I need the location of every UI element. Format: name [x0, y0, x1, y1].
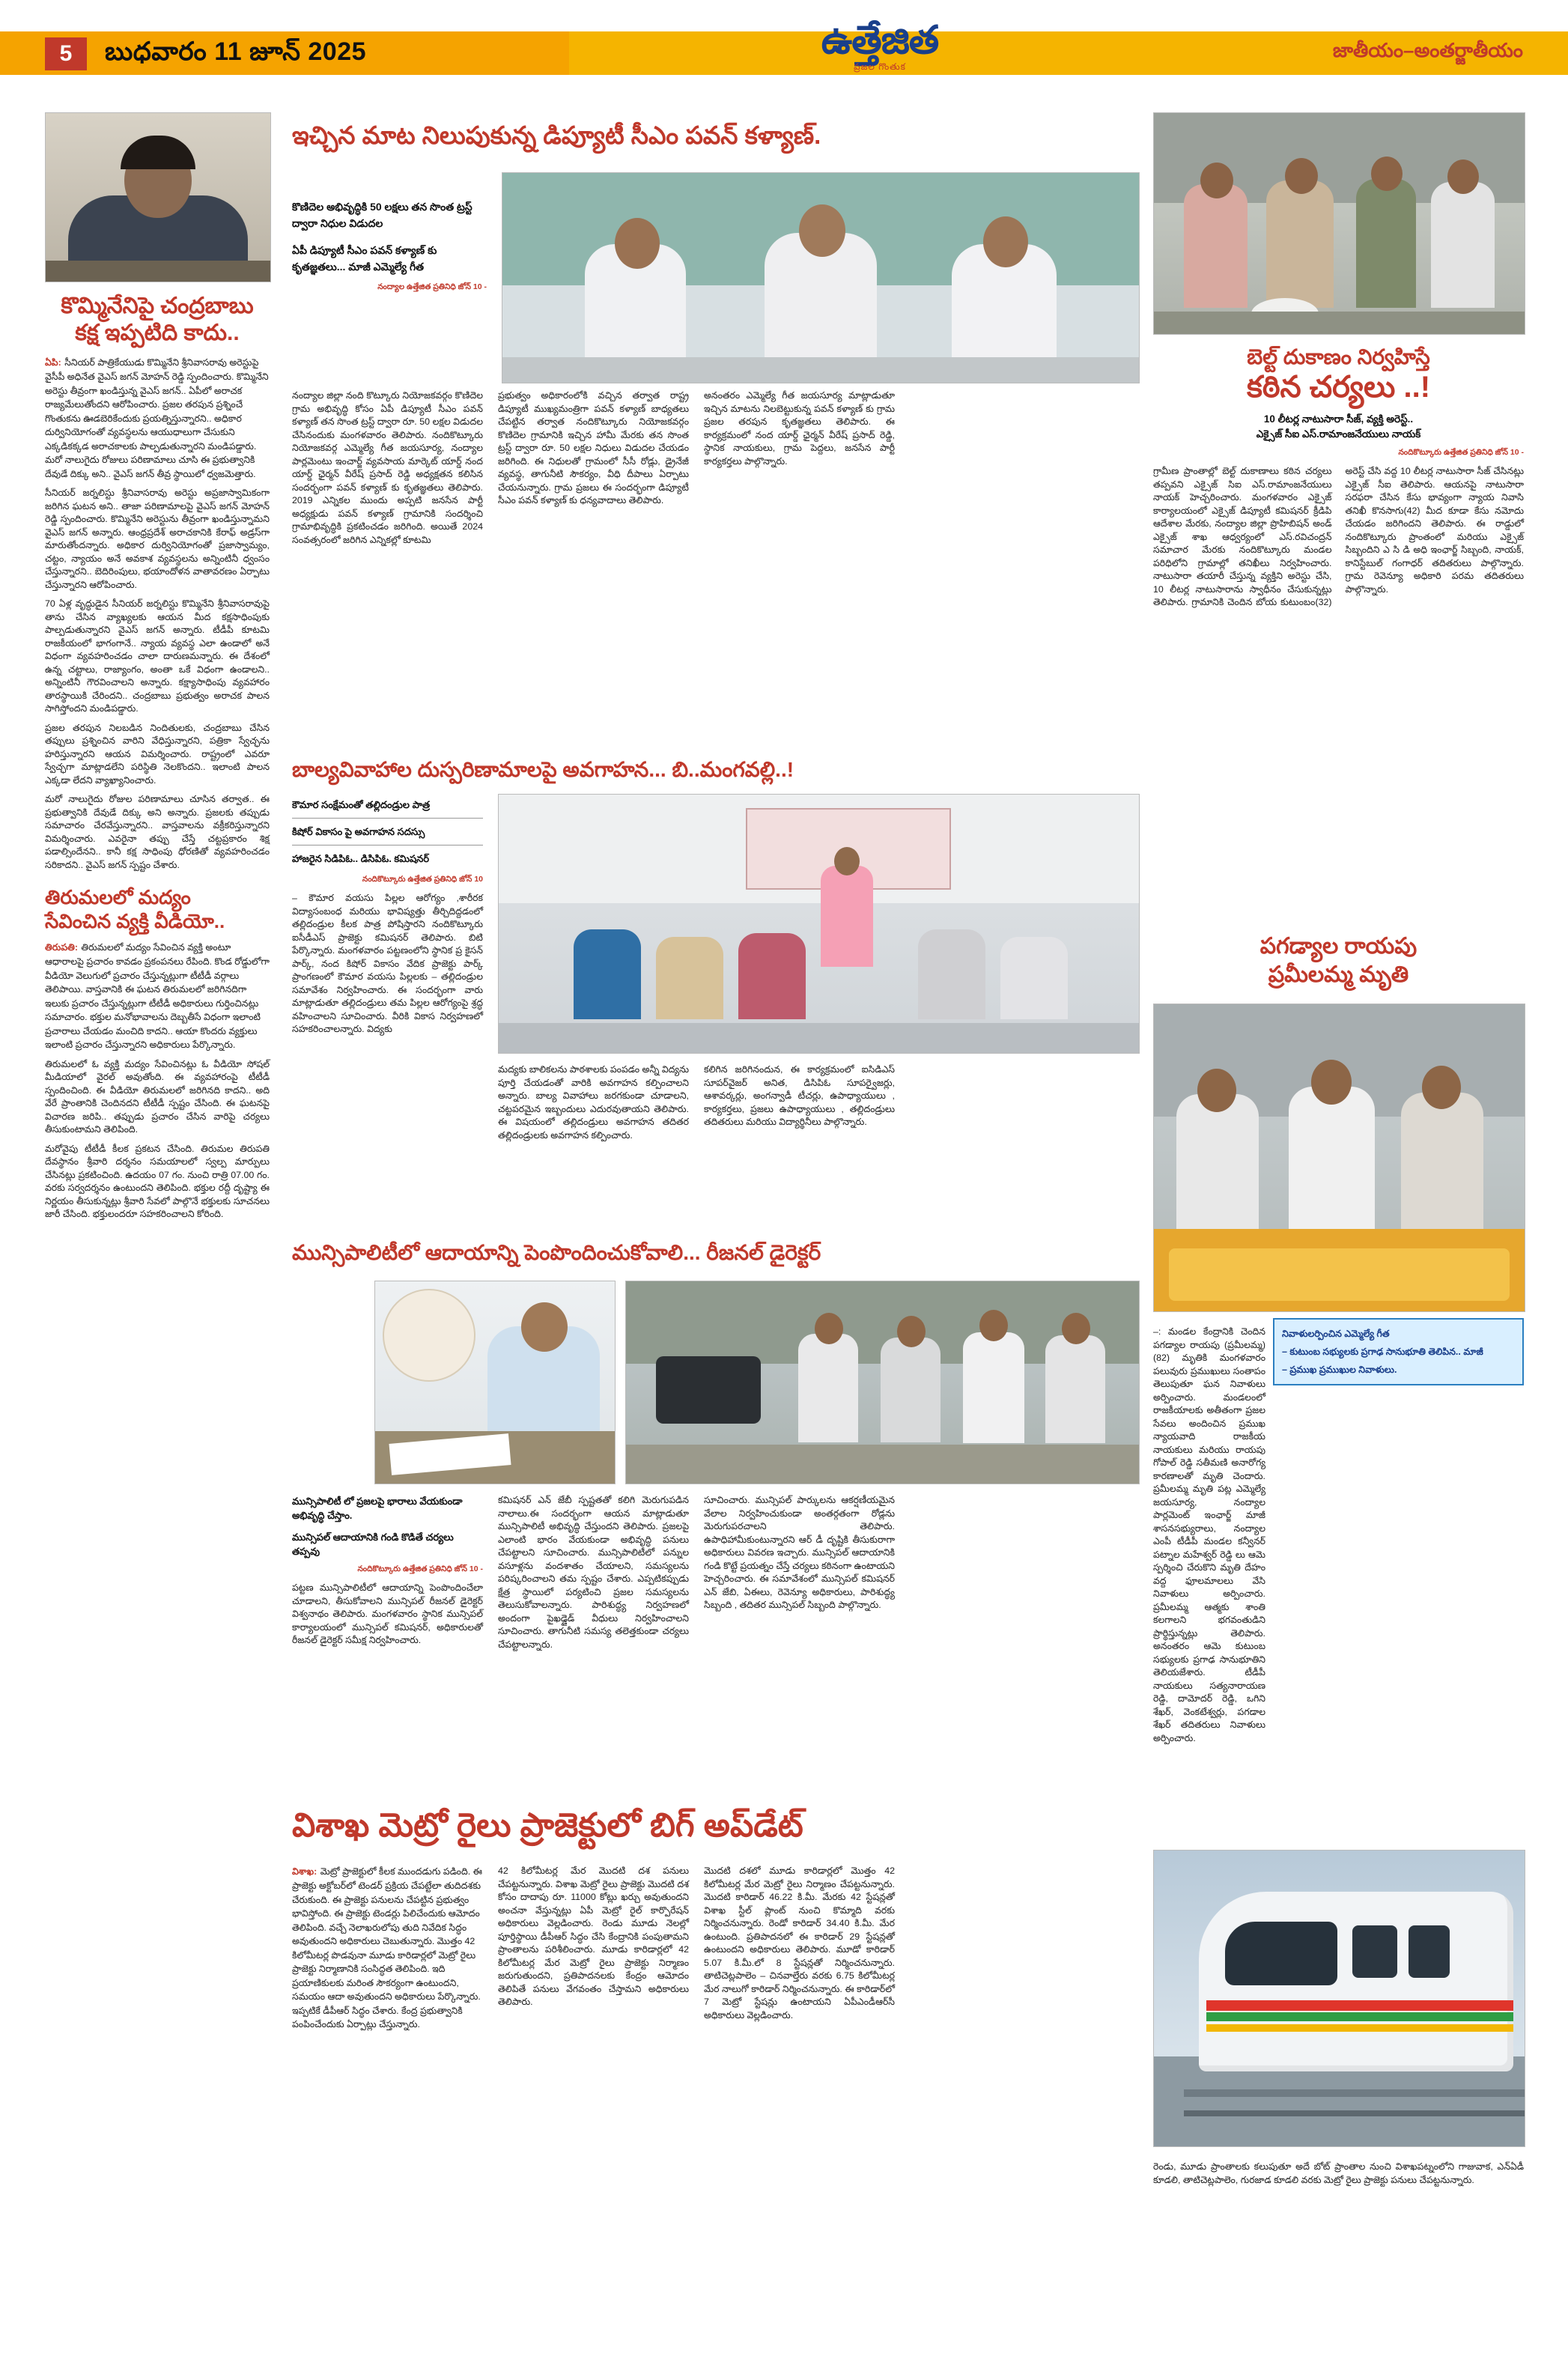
story-child-col3: [704, 1063, 895, 1129]
body-pawan-3: అనంతరం ఎమ్మెల్యే గీత జయసూర్య మాట్లాడుతూ ఇచ్చిన మాటను నిలబెట్టుకున్న పవన్ కళ్యాణ్ కు గ్రామ ప్రజల తరపున కృతజ్ఞతలు తెలిపారు. ఈ కార్యక్రమంలో నంద యార్డ్ ఛైర్మన్ వీరేష్ ప్రసాద్ రెడ్డి, స్థానిక నాయకులు, గ్రామ పెద్దలు, జనసేన పార్టీ కార్యకర్తలు పాల్గొన్నారు.: [704, 390, 895, 467]
credit-municipal: నందికొట్కూరు ఉత్తేజిత ప్రతినిధి జోన్ 10 -: [357, 1564, 483, 1573]
left-column: [45, 112, 270, 1221]
story-child-col2: [498, 1063, 689, 1142]
photo-pawan-meeting: [502, 172, 1140, 383]
lead-in-ap: ఏపి:: [45, 357, 61, 368]
story-municipal-col3: [704, 1494, 895, 1612]
story-child: [292, 756, 1138, 783]
bullet-child-1: కౌమార సంక్షేమంతో తల్లిదండ్రుల పాత్ర: [292, 799, 431, 810]
story-pawan-col3: [704, 389, 895, 468]
body-pawan-1: నంద్యాల జిల్లా నంది కొట్కూరు నియోజకవర్గం కొణిదెల గ్రామ అభివృద్ధి కోసం ఏపీ డిప్యూటీ సీఎం పవన్ కళ్యాణ్ తన సొంత ట్రస్ట్ ద్వారా రూ. 50 లక్షల విడుదల చేసినందుకు మంగళవారం తెలిపారు. నందికొట్కూరు నియోజకవర్గ ఎమ్మెల్యే గీత జయసూర్య, నంద్యాల పార్లమెంటు ఇంచార్జ్ వ్యవసాయ మార్కెట్ యార్డ్ నంద యార్డ్ ఛైర్మన్ వీరేష్ ప్రసాద్ రెడ్డి అధ్యక్షతన కలిసిన సందర్భంగా పవన్ కళ్యాణ్ కు కృతజ్ఞతలు తెలిపారు. 2019 ఎన్నికల ముందు అప్పటి జనసేన పార్టీ అధ్యక్షుడు పవన్ కళ్యాణ్ గ్రామానికి సందర్శించి గ్రామాభివృద్ధికి ప్రకటించడం జరిగింది. అయితే 2024 సంవత్సరంలో జరిగిన ఎన్నికల్లో కూటమి: [292, 390, 483, 545]
credit-pawan: నంద్యాల ఉత్తేజిత ప్రతినిధి జోన్ 10 -: [377, 282, 487, 291]
headline-child: బాల్యవివాహాల దుస్పరిణామాలపై అవగాహన... బి..మంగవల్లి..!: [292, 758, 794, 781]
metro-photo-caption: [1153, 2161, 1524, 2187]
story-metro-col2: [498, 1865, 689, 2009]
masthead-date: బుధవారం 11 జూన్ 2025: [105, 37, 367, 66]
headline-obituary-2: ప్రమీలమ్మ మృతి: [1268, 962, 1409, 987]
story-child-bullets: [292, 798, 483, 1036]
photo-obituary-tribute: [1153, 1004, 1525, 1312]
bullet-municipal-1: మున్సిపాలిటీ లో ప్రజలపై భారాలు వేయకుండా అభివృద్ధి చేస్తాం.: [292, 1496, 463, 1521]
page-number: 5: [45, 37, 87, 70]
body-metro-3: మొదటి దశలో మూడు కారిడార్లలో మొత్తం 42 కిలోమీటర్ల మేర మెట్రో రైలు నిర్మాణం చేపట్టనున్నారు. మొదటి కారిడార్ 46.22 కి.మీ. మేరకు 42 స్టేషన్లతో విశాఖ స్టీల్ ప్లాంట్ నుంచి కొమ్మాది వరకు నిర్మించనున్నారు. రెండో కారిడార్ 34.40 కి.మీ. మేర ఉంటుంది. ప్రతిపాదనలో ఈ కారిడార్ 29 స్టేషన్లతో ఉంటుందని అధికారులు తెలిపారు. మూడో కారిడార్ 5.07 కి.మీ.లో 8 స్టేషన్లతో నిర్మించనున్నారు. తాటిచెట్లపాలెం – చినవాల్తేరు వరకు 6.75 కిలోమీటర్ల మేర నాలుగో కారిడార్ నిర్మించనున్నారు. ఈ కారిడార్‌లో 7 మెట్రో స్టేషన్లు ఉంటాయని ఏపీఎండీఆర్‌సీ అధికారులు వెల్లడించారు.: [704, 1865, 895, 2021]
headline-chandrababu-2: కక్ష ఇప్పటిది కాదు..: [75, 321, 240, 345]
bullet-municipal-2: మున్సిపల్ ఆదాయానికి గండి కొడితే చర్యలు తప్పవు: [292, 1531, 454, 1557]
logo-subtitle: ప్రజల గొంతుక: [854, 61, 906, 72]
body-paragraph-5: మరో నాలుగైదు రోజుల పరిణామాలు చూసిన తర్వాత.. ఈ ప్రభుత్వానికి దేవుడే దిక్కు అని అన్నారు. ప్రజలకు తప్పుడు సమాచారం చేరవేస్తున్నారని.. వాస్తవాలను వక్రీకరిస్తున్నారని విమర్శించారు. ఎవరైనా తప్పు చేస్తే చట్టప్రకారం శిక్ష పడాల్సిందేనని.. కానీ కక్ష సాధింపు ధోరణితో వ్యవహరించడం సరికాదని.. వైఎస్ జగన్ స్పష్టం చేశారు.: [45, 794, 270, 870]
headline-chandrababu-1: కొమ్మినేనిపై చంద్రబాబు: [61, 294, 254, 318]
headline-tirumala-1: తిరుమలలో మద్యం: [45, 886, 191, 908]
body-paragraph-6: తిరుమలలో మద్యం సేవించిన వ్యక్తి అంటూ ఆధారాలపై ప్రచారం కావడం ప్రకంపనలు రేపింది. కొండ రోడ్డులోగా వీడియో వెలుగులో ప్రచారం చేస్తున్నట్లుగా టీటీడీ వర్గాలు తెలిపాయి. వాస్తవానికి ఈ ఘటన తిరుమలలో జరిగినదిగా ఇలుకు ప్రచారం చేస్తున్నట్లుగా టీటీడీ అధికారులు గుర్తించినట్లు సమాచారం. భక్తుల మనోభావాలను దెబ్బతీసే విధంగా ఇలాంటి ప్రచారాలు చేయడం మంచిది కాదని.. ఆయా కొందరు వ్యక్తులు ఇలాంటి ప్రచారం చేస్తున్నారని అధికారులు పేర్కొన్నారు.: [45, 942, 270, 1050]
story-obituary: [1153, 932, 1524, 989]
photo-metro-train: [1153, 1850, 1525, 2147]
bullet-1: కొణిదెల అభివృద్ధికి 50 లక్షలు తన సొంత ట్రస్ట్ ద్వారా నిధుల విడుదల: [292, 201, 472, 229]
credit-belt: నందికొట్కూరు ఉత్తేజిత ప్రతినిధి జోన్ 10 -: [1398, 448, 1524, 457]
body-obituary-1: –: మండల కేంద్రానికి చెందిన పగడ్యాల రాయపు (ప్రమీలమ్మ) (82) మృతికి మంగళవారం పలువురు ప్రముఖులు సంతాపం తెలుపుతూ ఘన నివాళులు అర్పించారు. మండలంలో రాజకీయాలకు అతీతంగా ప్రజల సేవలు అందించిన ప్రముఖ న్యాయవాది రాజకీయ నాయకులు మరియు రాయపు గోపాల్ రెడ్డి సతీమణి అనారోగ్య కారణాలతో మృతి చెందారు. ప్రమీలమ్మ మృతి పట్ల ఎమ్మెల్యే జయసూర్య, నంద్యాల పార్లమెంట్ ఇంఛార్జ్ మాజీ శాసనసభ్యురాలు, నంద్యాల ఎంపీ టీడీపీ మండల కన్వీనర్ పట్నాల మహేశ్వర్ రెడ్డి లు ఆమె స్పర్శించి చేరుకొని మృతి దేహం వద్ద ఫూలమాలలు వేసి నివాళులు అర్పించారు. ప్రమీలమ్మ ఆత్మకు శాంతి కలగాలని భగవంతుడిని ప్రార్థిస్తున్నట్లు తెలిపారు. అనంతరం ఆమె కుటుంబ సభ్యులకు ప్రగాఢ సానుభూతిని తెలియజేశారు. టీడీపీ నాయకులు సత్యనారాయణ రెడ్డి, దామోదర్ రెడ్డి, ఒగిని శేఖర్, వెంకటేశ్వర్లు, పగడాల శేఖర్ తదితరులు నివాళులు అర్పించారు.: [1153, 1326, 1265, 1743]
body-pawan-2: ప్రభుత్వం అధికారంలోకి వచ్చిన తర్వాత రాష్ట్ర డిప్యూటీ ముఖ్యమంత్రిగా పవన్ కళ్యాణ్ బాధ్యతలు చేపట్టిన తర్వాత నందికొట్కూరు నియోజకవర్గం కొణిదెల గ్రామానికి ఇచ్చిన హామీ మేరకు తన సొంత ట్రస్ట్ ద్వారా రూ. 50 లక్షల నిధులు విడుదల చేయడం జరిగింది. ఈ నిధులతో గ్రామంలో సీసీ రోడ్లు, డ్రైనేజీ వ్యవస్థ, తాగునీటి సౌకర్యం, వీధి దీపాలు ఏర్పాటు చేయనున్నారు. గ్రామ ప్రజలు ఈ సందర్భంగా డిప్యూటీ సీఎం పవన్ కళ్యాణ్ కు ధన్యవాదాలు తెలిపారు.: [498, 390, 689, 506]
body-paragraph-8: మరోవైపు టీటీడీ కీలక ప్రకటన చేసింది. తిరుమల తిరుపతి దేవస్థానం శ్రీవారి దర్శనం సమయాలలో స్వల్ప మార్పులు చేసినట్లు ప్రకటించింది. ఉదయం 07 గం. నుంచి రాత్రి 07.00 గం. వరకు సర్వదర్శనం ఉంటుందని తెలిపింది. భక్తుల రద్దీ దృష్ట్యా ఈ నిర్ణయం తీసుకున్నట్లు శ్రీవారి సేవలో పాల్గొనే భక్తులకు సూచనలు జారీ చేసింది. భక్తులందరూ సహకరించాలని కోరింది.: [45, 1143, 270, 1219]
photo-belt-raid: [1153, 112, 1525, 335]
story-metro: [292, 1805, 1520, 1847]
photo-awareness-meeting: [498, 794, 1140, 1054]
story-obituary-col1: [1153, 1326, 1265, 1745]
obituary-caption-3: – ప్రముఖ ప్రముఖుల నివాళులు.: [1282, 1364, 1397, 1375]
body-municipal-2: కమిషనర్ ఎన్ జేబీ స్పష్టతతో కలిగి మెరుగుపడిన నాలాలు.ఈ సందర్భంగా ఆయన మాట్లాడుతూ మున్సిపాలిటీ అభివృద్ధి చేస్తుందని తెలిపారు. ప్రజలపై ఎలాంటి భారం వేయకుండా అభివృద్ధి పనులు చేపట్టాలని సూచించారు. మున్సిపాలిటీలో పన్నుల వసూళ్లను వందశాతం చేయాలని, సమస్యలను పరిష్కరించాలని తమ స్పష్టం చేశారు. ఎప్పటికప్పుడు క్షేత్ర స్థాయిలో పర్యటించి ప్రజల సమస్యలను తెలుసుకోవాలన్నారు. పారిశుద్ధ్య నిర్వహణలో అందంగా పైఖడ్డైడ్ వీధులు నిర్వహించాలని సూచించారు. తాగునీటి సమస్య తలెత్తకుండా చర్యలు చేపట్టాలన్నారు.: [498, 1495, 689, 1650]
story-pawan: [292, 120, 1138, 151]
body-child-1: – కౌమార వయసు పిల్లల ఆరోగ్యం ,శారీరక విద్యాసంబంధ మరియు భావిష్యత్తు తీర్చిదిద్దడంలో తల్లిదండ్రుల కీలక పాత్ర పోషిస్తారని నందికొట్కూరు ఐసీడీఎస్ ప్రాజెక్టు కమిషనర్ తెలిపారు. బిటి పేర్కొన్నారు. మంగళవారం పట్టణంలోని స్థానిక ప్ర కైసన్ పార్క్, నంద కిషోర్ వికాసం వేదిక ప్రాజెక్టు పార్క్ ప్రాంగణంలో కౌమార వయసు పిల్లలకు – తల్లిదండ్రుల సమావేశం నిర్వహించారు. ఈ సందర్భంగా వారు మాట్లాడుతూ తల్లిదండ్రులు తమ పిల్లల ఆరోగ్యంపై శ్రద్ధ వహించాలని సూచించారు. వీరికి వికాస నిర్వహణలో సహకరించాలన్నారు. విద్యకు: [292, 893, 483, 1034]
body-paragraph-3: 70 ఏళ్ల వృద్ధుడైన సీనియర్ జర్నలిస్టు కొమ్మినేని శ్రీనివాసరావుపై తాను చేసిన వ్యాఖ్యలకు ఆయన మీద కక్షసాధింపుకు పాల్పడుతున్నారని వైఎస్ జగన్ అన్నారు. టీడీపీ కూటమి రాజకీయంలో భాగంగానే.. న్యాయ వ్యవస్థ ఎలా ఉండాలో అనే విధంగా వ్యవహరించడం చాలా దారుణమన్నారు. ఈ దేశంలో ఉన్న చట్టాలు, రాజ్యాంగం, అంతా ఒకే విధంగా ఉండాలని.. అన్నింటినీ గౌరవించాలని అన్నారు. కక్ష్యాసాధింపు వ్యవహారం తారస్థాయికి చేరిందని.. చంద్రబాబు ప్రభుత్వం అరాచక పాలన సాగిస్తోందని మండిపడ్డారు.: [45, 598, 270, 714]
masthead-section-label: జాతీయం–అంతర్జాతీయం: [1332, 39, 1523, 61]
caption-metro: రెండు, మూడు ప్రాంతాలకు కలుపుతూ అదే బోట్ ప్రాంతాల నుంచి విశాఖపట్నంలోని గాజువాక, ఎన్ఏడీ కూడలి, తాటిచెట్లపాలెం, గురజాడ కూడలి వరకు మెట్రో రైలు ప్రాజెక్టు పనులు చేపట్టనున్నారు.: [1153, 2161, 1524, 2185]
obituary-caption-box: [1273, 1318, 1524, 1385]
story-pawan-col1: [292, 389, 483, 547]
body-paragraph-4: ప్రజల తరపున నిలబడిన నిందితులకు, చంద్రబాబు చేసిన తప్పులు ప్రశ్నించిన వారిని వేధిస్తున్నారని, పత్రికా స్వేచ్ఛను హరిస్తున్నారని ఆయన విమర్శించారు. రాష్ట్రంలో ఎవరూ స్వేచ్ఛగా మాట్లాడలేని పరిస్థితి నెలకొందని.. ఇలాంటి పాలన ఎక్కడా లేదని వ్యాఖ్యానించారు.: [45, 722, 270, 786]
obituary-caption-2: – కుటుంబ సభ్యులకు ప్రగాఢ సానుభూతి తెలిపిన.. మాజీ: [1282, 1347, 1483, 1357]
headline-pawan: ఇచ్చిన మాట నిలుపుకున్న డిప్యూటీ సీఎం పవన్ కళ్యాణ్.: [292, 121, 821, 149]
story-municipal-col2: [498, 1494, 689, 1651]
bullet-child-2: కిషోర్ వికాసం పై అవగాహన సదస్సు: [292, 826, 425, 837]
lead-in-tirupati: తిరుపతి:: [45, 942, 78, 953]
body-paragraph-2: సీనియర్ జర్నలిస్టు శ్రీనివాసరావు అరెస్టు అప్రజాస్వామికంగా జరిగిన ఘటన అని.. తాజా పరిణామాలపై వైఎస్ జగన్ మోహన్ రెడ్డి స్పందించారు. కొమ్మినేని అరెస్టును తీవ్రంగా ఖండిస్తున్నామని వైఎస్ జగన్ అన్నారు. ఆంధ్రప్రదేశ్ అరాచకానికి కేరాఫ్ అడ్రస్‌గా మారుతోందన్నారు. అధికార దుర్వినియోగంతో ప్రజాస్వామ్యం, చట్టం, న్యాయం అనే అవకాశ వ్యవస్థలను అన్నింటినీ ధ్వంసం చేస్తున్నారని.. బెదిరింపులు, భయాందోళన వాతావరణం ఏర్పాటు చేస్తున్నారని ఆరోపించారు.: [45, 488, 270, 590]
credit-child: నందికొట్కూరు ఉత్తేజిత ప్రతినిధి జోన్ 10: [362, 875, 483, 884]
photo-plantation: [625, 1281, 1140, 1484]
newspaper-logo: [756, 19, 1003, 84]
bullet-2: ఏపీ డిప్యూటీ సీఎం పవన్ కళ్యాణ్ కు కృతజ్ఞతలు... మాజీ ఎమ్మెల్యే గీత: [292, 244, 437, 273]
story-metro-col3: [704, 1865, 895, 2022]
body-metro-1: మెట్రో ప్రాజెక్టులో కీలక ముందడుగు పడింది. ఈ ప్రాజెక్టు అక్టోబర్‌లో టెండర్ ప్రక్రియ చేపట్టేలా తుదిదశకు చేరుకుంది. ఈ ప్రాజెక్టు పనులను చేపట్టిన ప్రభుత్వం భావిస్తోంది. ఈ ప్రాజెక్టు టెండర్లు పిలిచేందుకు ఆమోదం తెలిపింది. వచ్చే నెలాఖరులోపు తుది నివేదిక సిద్ధం అవుతుందని అధికారులు చెబుతున్నారు. మొత్తం 42 కిలోమీటర్ల పొడవునా మూడు కారిడార్లలో మెట్రో రైలు ప్రాజెక్టు నిర్మాణానికి సంసిద్ధత తెలిపింది. ఇది ప్రయాణికులకు మరింత సౌకర్యంగా ఉంటుందని, సమయం ఆదా అవుతుందని అధికారులు పేర్కొన్నారు. ఇప్పటికే డీపీఆర్ సిద్ధం చేశారు. కేంద్ర ప్రభుత్వానికి పంపించేందుకు ఏర్పాట్లు చేస్తున్నారు.: [292, 1866, 482, 2029]
body-municipal-3: సూచించారు. మున్సిపల్ పార్కులను ఆకర్షణీయమైన వేలాల నిర్వహించుకుండా అంతర్గతంగా రోడ్లను మెరుగుపరచాలని తెలిపారు. ఉపాధిహామీకుంటున్నారని ఆర్ డీ దృష్టికి తీసుకురాగా అధికారులు వివరణ ఇచ్చారు. మున్సిపల్ ఆదాయానికి గండి కొట్టే ప్రయత్నం చేస్తే చర్యలు కఠినంగా ఉంటాయని హెచ్చరించారు. ఈ సమావేశంలో మున్సిపల్ కమిషనర్ ఎన్ జేబి, ఏఈలు, రెవెన్యూ అధికారులు, పారిశుద్ధ్య సిబ్బంది , తదితర మున్సిపల్ సిబ్బంది పాల్గొన్నారు.: [704, 1495, 895, 1610]
headline-municipal: మున్సిపాలిటీలో ఆదాయాన్ని పెంపొందించుకోవాలి... రీజనల్ డైరెక్టర్: [292, 1241, 821, 1264]
body-metro-2: 42 కిలోమీటర్ల మేర మొదటి దశ పనులు చేపట్టనున్నారు. విశాఖ మెట్రో రైలు ప్రాజెక్టు మొదటి దశ కోసం దాదాపు రూ. 11000 కోట్లు ఖర్చు అవుతుందని అంచనా వేస్తున్నట్లు ఏపీ మెట్రో రైల్ కార్పొరేషన్ అధికారులు వెల్లడించారు. రెండు మూడు నెలల్లో పూర్తిస్థాయి డీపీఆర్ సిద్ధం చేసి కేంద్రానికి పంపుతామని ప్రాంతాలను పరిశీలించారు. మూడు కారిడార్లలో 42 కిలోమీటర్ల మేర మెట్రో రైలు ప్రాజెక్టు నిర్మాణం జరుగుతుందని, ప్రతిపాదనలకు కేంద్రం ఆమోదం తెలిపితే పనులు వేగవంతం చేస్తామని అధికారులు తెలిపారు.: [498, 1865, 689, 2007]
headline-tirumala-2: సేవించిన వ్యక్తి వీడియో..: [45, 910, 225, 932]
body-belt: గ్రామీణ ప్రాంతాల్లో బెల్ట్ దుకాణాలు కఠిన చర్యలు తప్పవని ఎక్సైజ్ సిఐ ఎస్.రామాంజనేయులు నాయక్ హెచ్చరించారు. మంగళవారం ఎక్సైజ్ కార్యాలయంలో ఎక్సైజ్ డిప్యూటీ కమిషనర్ క్రీడిపి ఆదేశాల మేరకు, నంద్యాల జిల్లా ప్రొహిబిషన్ అండ్ ఎక్సైజ్ శాఖ ఆధ్వర్యంలో ఎస్.రవిచంద్రన్ సమాచార మేరకు నందికొట్కూరు మండల పరిధిలోని గ్రామాల్లో తనిఖీలు నిర్వహించారు. నాటుసారా తయారీ చేస్తున్న వ్యక్తిని అరెస్టు చేసి, 10 లీటర్ల నాటుసారాను స్వాధీనం చేసుకున్నట్లు తెలిపారు. గ్రామానికి చెందిన బోయ కుటుంబం(32) అరెస్ట్ చేసి వద్ద 10 లీటర్ల నాటుసారా సీజ్ చేసినట్లు ఎక్సైజ్ సీఐ తెలిపారు. ఆయనపై నాటుసారా సరఫరా చేసిన కేసు భావ్యంగా న్యాయ నివాసి తనిఖీ కొనసాగు(42) మీద కూడా కేసు నమోదు చేయడం జరిగిందని తెలిపారు. ఈ రాడ్డులో నందికొట్కూరు ప్రాంతంలో మరియు ఎక్సైజ్ సిబ్బందిని ఎ సి డి అధి ఇంఛార్జ్ సిబ్బంది, నాయక్, కానిస్టేబుల్ గంగాధర్ తదితరులు పాల్గొన్నారు. గ్రామ రెవెన్యూ అధికారి పరమ తదితరులు పాల్గొన్నారు.: [1153, 466, 1524, 607]
bullet-belt-2: ఎక్సైజ్ సీఐ ఎస్.రామాంజనేయులు నాయక్: [1256, 428, 1421, 440]
bullet-child-3: హాజరైన సిడిపిఓ.. డిసిపిఓ. కమిషనర్: [292, 853, 430, 864]
story-municipal-bullets: [292, 1494, 483, 1648]
body-paragraph-1: సీనియర్ పాత్రికేయుడు కొమ్మినేని శ్రీనివాసరావు అరెస్టుపై వైసీపీ అధినేత వైఎస్ జగన్ మోహన్ రెడ్డి స్పందించారు. కొమ్మినేని అరెస్టు తీవ్రంగా ఖండిస్తున్న వైఎస్ జగన్.. ఏపీలో అరాచక రాజ్యమేలుతోందని ఆరోపించారు. ప్రజల తరపున ప్రశ్నించే గొంతుకను ఊడబెరికేందుకు ప్రయత్నిస్తున్నారని.. అధికార దుర్వినియోగంతో వ్యవస్థలను ఆయుధాలుగా చేసుకుని ఎక్కడికక్కడ అరాచకాలకు పాల్పడుతున్నారని మండిపడ్డారు. మరో నాలుగైదు రోజులు పరిణామాలు చూసి ఈ ప్రభుత్వానికి దేవుడే దిక్కు అని.. వైఎస్ జగన్ తీవ్ర స్థాయిలో ధ్వజమెత్తారు.: [45, 357, 269, 479]
headline-obituary-1: పగడ్యాల రాయపు: [1259, 934, 1417, 959]
photo-jagan: [45, 112, 271, 282]
lead-in-vizag: విశాఖ:: [292, 1866, 317, 1877]
body-municipal-1: పట్టణ మున్సిపాలిటీలో ఆదాయాన్ని పెంపొందించేలా చూడాలని, తీసుకోవాలని మున్సిపల్ రీజనల్ డైరెక్టర్ విశ్వనాథం తెలిపారు. మంగళవారం స్థానిక మున్సిపల్ కార్యాలయంలో మున్సిపల్ కమిషనర్, అధికారులతో రీజనల్ డైరెక్టర్ సమీక్ష నిర్వహించారు.: [292, 1582, 483, 1645]
photo-regional-director: [374, 1281, 616, 1484]
body-child-3: కలిగిన జరిగినందున, ఈ కార్యక్రమంలో ఐసిడిఎస్ సూపర్‌వైజర్ అనిత, డిసిపిఓ సూపర్వైజర్లు, ఆశావర్కర్లు, అంగన్వాడీ టీచర్లు, ఉపాధ్యాయులు , కార్యకర్తలు, ప్రజలు ఉపాధ్యాయులు , తల్లిదండ్రులు తదితరులు మరియు విద్యార్థినీలు పాల్గొన్నారు.: [704, 1064, 895, 1127]
story-belt: [1153, 344, 1524, 610]
body-paragraph-7: తిరుమలలో ఓ వ్యక్తి మద్యం సేవించినట్లు ఓ వీడియో సోషల్ మీడియాలో వైరల్ అవుతోంది. ఈ వ్యవహారంపై టీటీడీ స్పందించింది. ఈ వీడియో తిరుమలలో జరిగినది కాదని.. అది వేరే ప్రాంతానికి చెందినదని టీటీడీ స్పష్టం చేసింది. ఈ ఘటనపై విచారణ జరిపి.. తప్పుడు ప్రచారం చేసిన వారిపై చర్యలు తీసుకుంటామని తెలిపింది.: [45, 1058, 270, 1135]
obituary-caption-1: నివాళులర్పించిన ఎమ్మెల్యే గీత: [1282, 1329, 1390, 1339]
headline-metro: విశాఖ మెట్రో రైలు ప్రాజెక్టులో బిగ్ అప్‌డేట్: [292, 1807, 803, 1844]
story-pawan-bullets: [292, 169, 487, 294]
headline-belt-2: కఠిన చర్యలు ..!: [1246, 371, 1431, 404]
logo-title: ఉత్తేజిత: [821, 19, 939, 62]
bullet-belt-1: 10 లీటర్ల నాటుసారా సీజ్, వ్యక్తి అరెస్ట్..: [1263, 413, 1414, 425]
story-municipal: [292, 1239, 1138, 1266]
body-child-2: మద్యకు బాలికలను పాఠశాలకు పంపడం అన్నీ విద్యను పూర్తి చేయడంతో వారికి అవగాహన కల్పించాలని అన్నారు. బాల్య వివాహాలు జరగకుండా చూడాలని, చట్టపరమైన ఇబ్బందులు ఎదురవుతాయని తెలిపారు. ఈ విషయంలో తల్లిదండ్రులు అవగాహన తదితర తల్లిదండ్రులకు అవగాహన కల్పించారు.: [498, 1064, 689, 1141]
headline-belt-1: బెల్ట్ దుకాణం నిర్వహిస్తే: [1247, 345, 1430, 368]
story-metro-col1: [292, 1865, 483, 2032]
story-pawan-col2: [498, 389, 689, 508]
masthead: [0, 0, 1568, 97]
